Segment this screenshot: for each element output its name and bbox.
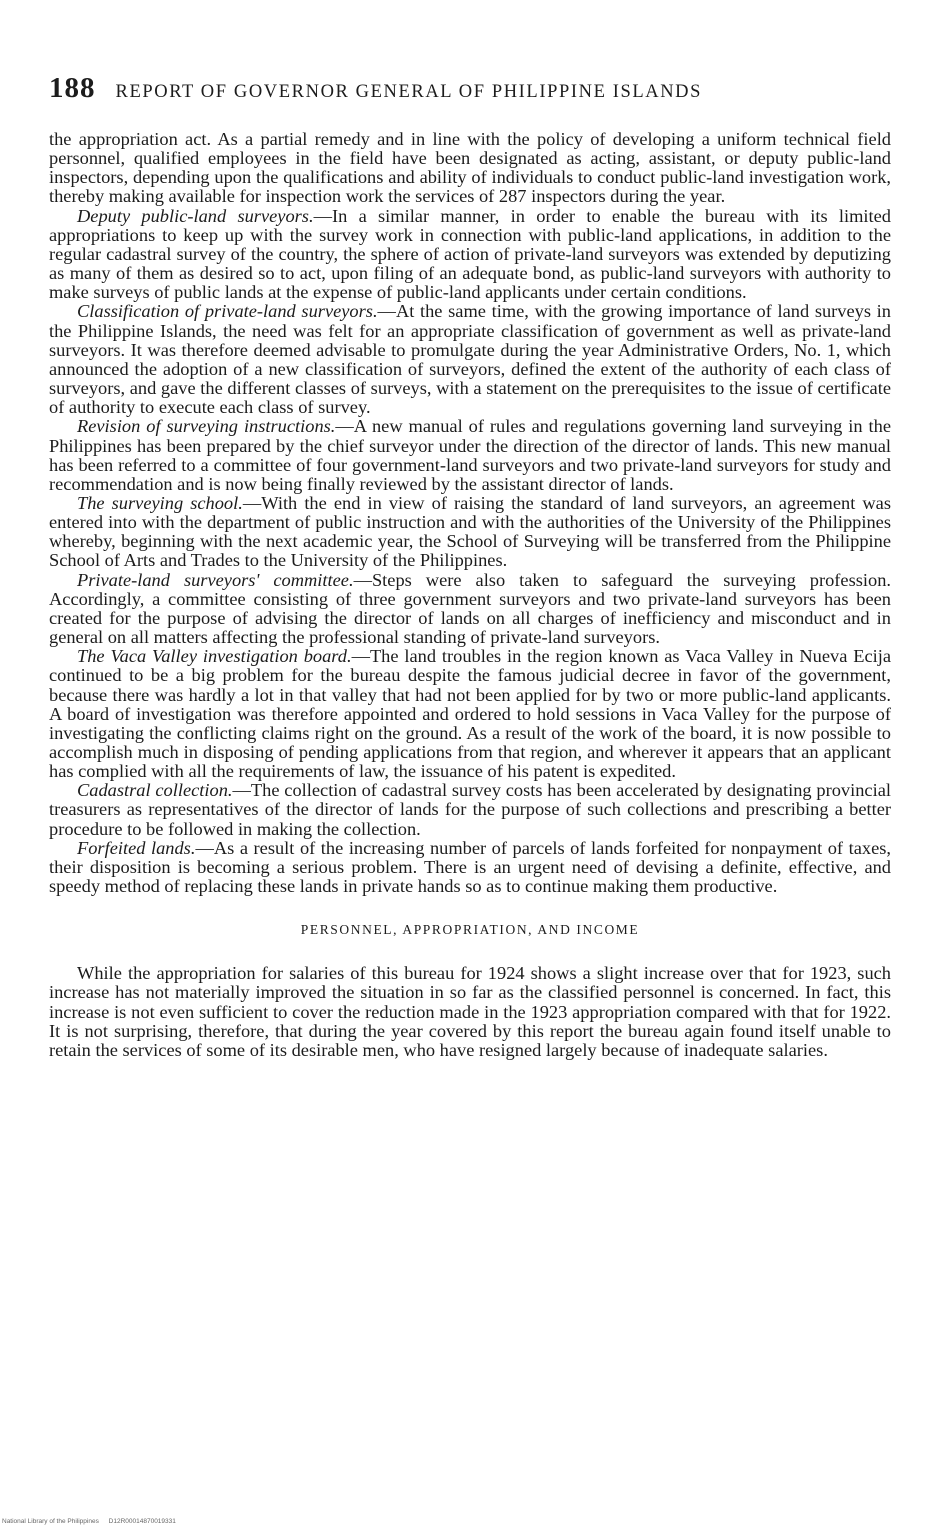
paragraph-surveying-school (49, 494, 891, 571)
paragraph-lead: The Vaca Valley investigation board. (77, 646, 352, 667)
section-heading: PERSONNEL, APPROPRIATION, AND INCOME (300, 922, 640, 938)
paragraph-forfeited-lands (49, 839, 891, 896)
paragraph-cadastral (49, 781, 891, 838)
page-number: 188 (49, 72, 96, 104)
paragraph-committee (49, 571, 891, 648)
paragraph-lead: Private-land surveyors' committee. (77, 569, 354, 590)
paragraph-text: —In a similar manner, in order to enable the bureau with its limited appropriations to keep up with the survey work in connection with public-land applications, in addition to the regular cadastral survey of the country, the sphere of action of private-land surveyors was extended by deputizing as many of them as desired so to act, upon filing of an adequate bond, as public-land surveyors with authority to make surveys of public lands at the expense of public-land applicants under certain conditions. (49, 205, 892, 303)
paragraph-text: —With the end in view of raising the standard of land surveyors, an agreement was entered into with the department of public instruction and with the authorities of the University of the Philippines whereby, beginning with the next academic year, the School of Surveying will be transferred from the Philippine School of Arts and Trades to the University of the Philippines. (49, 492, 891, 571)
paragraph-vaca-valley (49, 647, 891, 781)
paragraph-lead: Forfeited lands. (77, 837, 196, 858)
document-page (49, 72, 891, 1060)
paragraph-text: —The land troubles in the region known as Vaca Valley in Nueva Ecija continued to be a big problem for the bureau despite the famous judicial decree in favor of the government, because there was hardly a lot in that valley that had not been applied for by two or more public-land applicants. A board of investigation was therefore appointed and ordered to hold sessions in Vaca Valley for the purpose of investigating the conflicting claims right on the ground. As a result of the work of the board, it is now possible to accomplish much in disposing of pending applications from that region, and wherever it appears that an applicant has complied with all the requirements of law, the issuance of his patent is expedited. (49, 646, 891, 782)
paragraph-revision (49, 417, 891, 494)
paragraph-lead: The surveying school. (77, 492, 243, 513)
paragraph-appropriation-continuation: the appropriation act. As a partial remedy and in line with the policy of developing a uniform technical field personnel, qualified employees in the field have been designated as acting, assistant, or deputy public-land inspectors, depending upon the qualifications and ability of individuals to conduct public-land investigation work, thereby making available for inspection work the services of 287 inspectors during the year. (49, 129, 891, 207)
paragraph-text: —Steps were also taken to safeguard the surveying profession. Accordingly, a committee consisting of three government surveyors and two private-land surveyors has been created for the purpose of advising the director of lands on all charges of inefficiency and misconduct and in general on all matters affecting the professional standing of private-land surveyors. (49, 569, 891, 648)
paragraph-personnel: While the appropriation for salaries of this bureau for 1924 shows a slight increase over that for 1923, such increase has not materially improved the situation in so far as the classified personnel is concerned. In fact, this increase is not even sufficient to cover the reduction made in the 1923 appropriation compared with that for 1922. It is not surprising, therefore, that during the year covered by this report the bureau again found itself unable to retain the services of some of its desirable men, who have resigned largely because of inadequate salaries. (49, 963, 891, 1060)
running-head: REPORT OF GOVERNOR GENERAL OF PHILIPPINE ISLANDS (115, 82, 703, 102)
paragraph-deputy-surveyors (49, 207, 891, 303)
footer-code: D12R00014870019331 (108, 1518, 176, 1525)
scan-footer (2, 1518, 184, 1525)
paragraph-text: —As a result of the increasing number of parcels of lands forfeited for nonpayment of taxes, their disposition is becoming a serious problem. There is an urgent need of devising a definite, effective, and speedy method of replacing these lands in private hands so as to continue making them productive. (49, 837, 891, 897)
page-header (49, 72, 891, 114)
paragraph-text: —At the same time, with the growing importance of land surveys in the Philippine Islands, the need was felt for an appropriate classification of government as well as private-land surveyors. It was therefore deemed advisable to promulgate during the year Administrative Orders, No. 1, which announced the adoption of a new classification of surveyors, defined the extent of the authority of each class of surveyors, and gave the different classes of surveys, with a statement on the prerequisites to the issue of certificate of authority to execute each class of survey. (49, 301, 891, 418)
paragraph-lead: Deputy public-land surveyors. (77, 205, 314, 226)
footer-library: National Library of the Philippines (2, 1518, 99, 1525)
paragraph-lead: Classification of private-land surveyors. (77, 301, 378, 322)
paragraph-classification (49, 302, 891, 417)
paragraph-lead: Revision of surveying instructions. (77, 416, 336, 437)
paragraph-lead: Cadastral collection. (77, 780, 233, 801)
body-text (49, 130, 891, 1060)
paragraph-text: —The collection of cadastral survey costs has been accelerated by designating provincial treasurers as representatives of the director of lands for the purpose of such collections and prescribing a better procedure to be followed in making the collection. (49, 780, 891, 839)
paragraph-text: —A new manual of rules and regulations governing land surveying in the Philippines has been prepared by the chief surveyor under the direction of the director of lands. This new manual has been referred to a committee of four government-land surveyors and two private-land surveyors for study and recommendation and is now being finally reviewed by the assistant director of lands. (49, 416, 891, 494)
